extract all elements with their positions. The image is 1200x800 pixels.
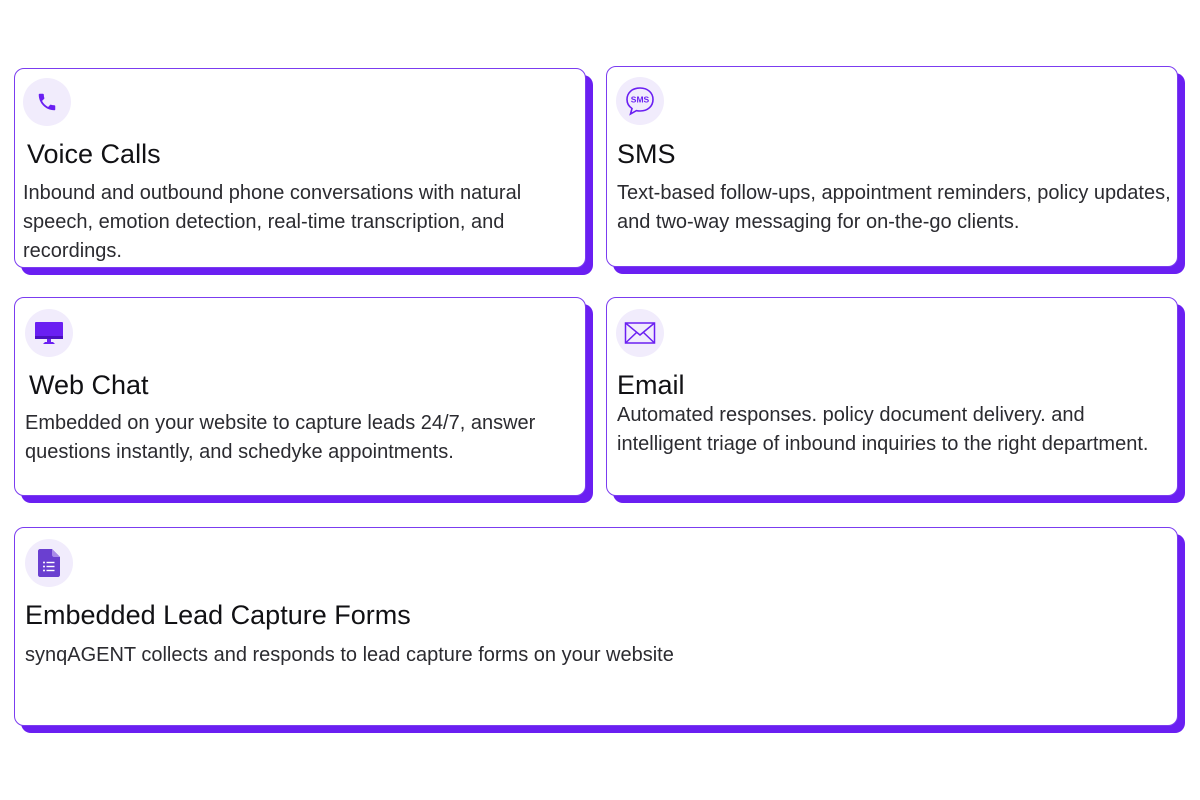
- sms-card: [606, 66, 1178, 267]
- form-document-icon: [25, 539, 73, 587]
- card-description: Text-based follow-ups, appointment reminders, policy updates, and two-way messaging for on-the-go clients.: [617, 182, 1171, 233]
- envelope-icon: [616, 309, 664, 357]
- card-title: Email: [617, 370, 685, 400]
- card-title: Web Chat: [29, 370, 149, 400]
- voice-calls-card: [14, 68, 586, 268]
- phone-icon: [23, 78, 71, 126]
- email-card: [606, 297, 1178, 496]
- web-chat-card: [14, 297, 586, 496]
- sms-icon: [616, 77, 664, 125]
- lead-capture-forms-card: [14, 527, 1178, 726]
- monitor-icon: [25, 309, 73, 357]
- card-description: synqAGENT collects and responds to lead capture forms on your website: [25, 644, 674, 666]
- svg-text:SMS: SMS: [630, 94, 650, 105]
- card-title: Voice Calls: [27, 139, 161, 169]
- card-description: Embedded on your website to capture leads 24/7, answer questions instantly, and schedyke appointments.: [25, 412, 536, 463]
- card-description: Automated responses. policy document delivery. and intelligent triage of inbound inquiries to the right department.: [617, 404, 1149, 455]
- card-title: Embedded Lead Capture Forms: [25, 600, 411, 630]
- card-title: SMS: [617, 139, 676, 169]
- card-description: Inbound and outbound phone conversations with natural speech, emotion detection, real-time transcription, and recordings.: [23, 182, 522, 262]
